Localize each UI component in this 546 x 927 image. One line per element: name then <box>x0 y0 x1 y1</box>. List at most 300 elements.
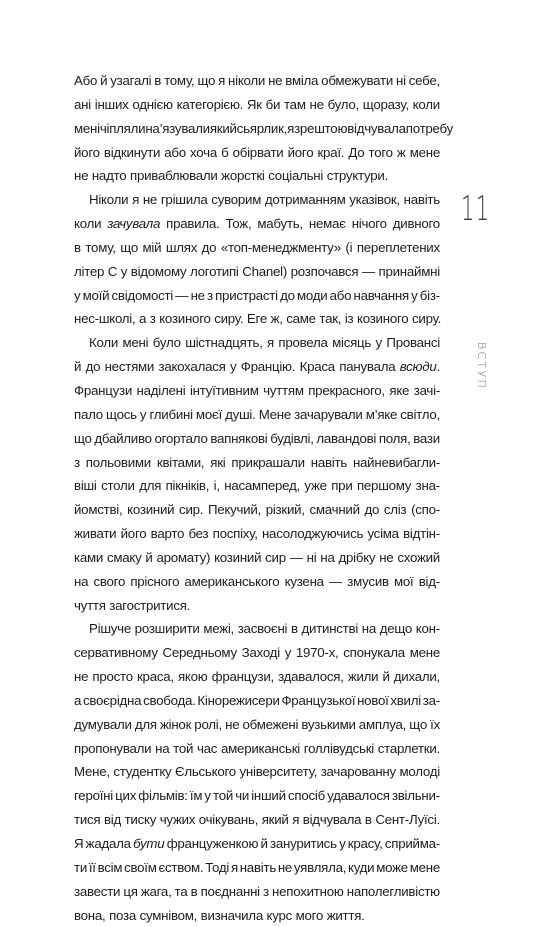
word: пристрасті <box>215 287 278 303</box>
word: жінок <box>159 716 192 732</box>
text-line <box>74 546 440 570</box>
word: Як <box>246 96 262 112</box>
word: спонукала <box>343 645 405 661</box>
word: який <box>261 812 289 828</box>
word: уже <box>304 478 327 494</box>
word: нічого <box>351 216 387 232</box>
word: не <box>142 192 158 208</box>
word: принаймні <box>378 263 440 279</box>
word: їх <box>430 716 440 732</box>
word: сиру. <box>412 311 442 327</box>
word: змусив <box>347 573 389 589</box>
word: які <box>210 454 226 470</box>
word: мене <box>409 144 440 160</box>
word: удавалося <box>327 788 390 804</box>
word: світло, <box>400 406 440 422</box>
word: своєрідна <box>82 692 142 708</box>
word: французи, <box>211 669 274 685</box>
word: за- <box>422 692 440 708</box>
word: зачувала <box>107 216 161 232</box>
word: соціальні <box>268 168 324 184</box>
word: ж <box>396 144 406 160</box>
word: до <box>280 287 295 303</box>
word: (і <box>345 239 353 255</box>
word: американського <box>184 573 280 589</box>
word: сир. <box>179 502 204 518</box>
word: якийсь <box>209 120 250 136</box>
word: того <box>368 144 393 160</box>
word: схожий <box>397 549 440 565</box>
text-line <box>74 355 440 379</box>
word: щось <box>106 406 137 422</box>
word: моєї <box>195 406 222 422</box>
word: здавалося, <box>278 669 344 685</box>
word: логотипі <box>190 263 239 279</box>
word: мене <box>409 645 440 661</box>
text-line <box>74 188 440 212</box>
word: що <box>197 73 216 88</box>
word: місяць <box>332 335 372 351</box>
word: або <box>329 287 352 303</box>
text-line <box>74 570 440 594</box>
word: козиний <box>214 549 262 565</box>
text-line <box>74 904 440 927</box>
word: Або <box>74 73 98 88</box>
word: ярлик, <box>249 120 288 136</box>
word: обірвати <box>232 144 284 160</box>
word: красу, <box>347 836 383 851</box>
word: в <box>74 239 81 255</box>
text-line <box>74 665 440 689</box>
word: й <box>145 549 153 565</box>
word: Ніколи <box>89 192 129 208</box>
word: уявляла, <box>293 859 347 875</box>
word: ти <box>74 859 88 875</box>
word: від <box>103 812 121 828</box>
text-line <box>74 784 440 808</box>
word: указівок, <box>349 192 400 208</box>
word: у <box>139 406 147 422</box>
word: нес-школі, <box>74 311 136 327</box>
word: його <box>120 526 147 542</box>
word: Еге <box>246 311 267 327</box>
word: — <box>329 573 343 589</box>
word: приваблювали <box>130 168 218 184</box>
text-line <box>74 760 440 784</box>
word: куди <box>348 859 375 875</box>
word: на <box>155 740 170 756</box>
word: його <box>74 144 100 160</box>
text-line <box>74 594 440 618</box>
word: його <box>287 144 314 160</box>
word: душі. <box>225 406 256 422</box>
word: пало <box>74 406 103 422</box>
word: різкий, <box>265 502 305 518</box>
word: непохитною <box>272 883 344 899</box>
word: думували <box>74 716 132 732</box>
word: яке <box>389 382 410 398</box>
text-line <box>74 284 440 308</box>
word: наділені <box>136 382 186 398</box>
word: мій <box>142 239 162 255</box>
word: до <box>85 359 101 375</box>
word: чуття <box>74 597 106 613</box>
text-line <box>74 212 440 236</box>
word: я <box>132 192 140 208</box>
word: С <box>107 263 118 279</box>
word: сліз <box>383 502 407 518</box>
word: не <box>190 287 205 303</box>
word: До <box>348 144 365 160</box>
word: на <box>74 573 89 589</box>
word: наполегливістю <box>346 883 440 899</box>
word: зачі- <box>413 382 440 398</box>
word: розпочався <box>290 263 359 279</box>
word: в <box>154 73 162 88</box>
word: у <box>339 836 346 851</box>
word: її <box>88 859 96 875</box>
word: амплуа, <box>358 716 407 732</box>
text-line <box>74 856 440 880</box>
text-line <box>74 260 440 284</box>
word: Мене <box>258 406 292 422</box>
word: зачарували <box>294 406 363 422</box>
word: немає <box>308 216 346 232</box>
word: козиний <box>127 502 175 518</box>
word: що <box>120 239 138 255</box>
word: дбайливо <box>94 430 152 446</box>
word: просто <box>92 669 133 685</box>
section-label <box>474 342 488 412</box>
word: може <box>376 859 408 875</box>
word: прісного <box>130 573 180 589</box>
text-line <box>74 641 440 665</box>
word: смаку <box>106 549 142 565</box>
word: тиску <box>124 812 157 828</box>
word: там <box>283 96 306 112</box>
word: козиного <box>356 311 409 327</box>
word: звільни- <box>391 788 440 804</box>
word: Мене, <box>74 764 110 780</box>
word: зна- <box>415 478 440 494</box>
word: засвоєні <box>237 621 288 637</box>
word: не <box>74 168 89 184</box>
word: що <box>74 430 92 446</box>
word: в <box>364 812 372 828</box>
word: закохалася <box>158 359 226 375</box>
word: Пекучий, <box>207 502 261 518</box>
word: польовими <box>85 454 151 470</box>
word: узагалі <box>110 73 152 88</box>
word: жорсткі <box>221 168 265 184</box>
word: структури. <box>326 168 389 184</box>
word: при <box>331 478 353 494</box>
word: вузькими <box>301 716 356 732</box>
word: Рішуче <box>89 621 131 637</box>
text-line <box>74 498 440 522</box>
word: варто <box>150 526 185 542</box>
text-line <box>74 331 440 355</box>
word: інших <box>94 96 129 112</box>
word: свідомості <box>111 287 174 303</box>
word: поля, <box>378 430 411 446</box>
word: до <box>201 239 217 255</box>
word: у <box>204 788 211 804</box>
word: єством. <box>158 859 204 875</box>
word: навчання <box>353 287 409 303</box>
word: поза <box>109 907 137 923</box>
word: загостритися. <box>109 597 191 613</box>
text-line <box>74 141 440 165</box>
word: Chanel) <box>242 263 288 279</box>
page-number: 11 <box>461 189 491 229</box>
body-text <box>74 69 454 927</box>
word: квітами, <box>156 454 205 470</box>
word: я <box>287 120 295 136</box>
word: надто <box>91 168 127 184</box>
word: старлетки. <box>377 740 440 756</box>
word: у <box>120 263 128 279</box>
word: правила. <box>166 216 220 232</box>
word: Я <box>74 836 84 851</box>
word: тися <box>74 812 101 828</box>
word: до <box>364 502 380 518</box>
word: визначила <box>200 907 263 923</box>
word: всюди. <box>399 359 440 375</box>
word: сир <box>265 549 286 565</box>
word: столи <box>101 478 135 494</box>
word: університету, <box>239 764 318 780</box>
word: смачний <box>309 502 360 518</box>
word: нестями <box>104 359 155 375</box>
word: той <box>213 788 234 804</box>
text-line <box>74 522 440 546</box>
word: поспіху, <box>212 526 258 542</box>
word: — <box>361 263 375 279</box>
word: козиного <box>159 311 211 327</box>
word: пропонували <box>74 740 152 756</box>
text-line <box>74 808 440 832</box>
word: дитинстві <box>301 621 359 637</box>
text-line <box>74 474 440 498</box>
word: Францію. <box>240 359 296 375</box>
word: будівлі, <box>270 430 314 446</box>
word: дихали, <box>393 669 440 685</box>
word: чіпляли <box>99 120 146 136</box>
word: Французи <box>74 382 133 398</box>
word: коли <box>412 96 440 112</box>
word: ж, <box>270 311 283 327</box>
word: на’язували <box>145 120 210 136</box>
text-line <box>74 93 440 117</box>
text-line <box>74 689 440 713</box>
word: поєднанні <box>200 883 260 899</box>
word: жадала <box>85 836 131 851</box>
word: інший <box>251 788 286 804</box>
word: відтін- <box>403 526 440 542</box>
word: вази <box>413 430 440 446</box>
word: кон- <box>415 621 440 637</box>
word: ця <box>123 883 138 899</box>
word: 1970-х, <box>295 645 339 661</box>
word: відчувала <box>347 120 406 136</box>
word: курс <box>266 907 293 923</box>
word: у <box>375 335 382 351</box>
word: провела <box>278 335 328 351</box>
word: віші <box>74 478 97 494</box>
word: відкинути <box>103 144 161 160</box>
word: Краса <box>299 359 335 375</box>
word: жили <box>347 669 379 685</box>
word: інтуїтивним <box>189 382 259 398</box>
word: очікувань, <box>198 812 259 828</box>
text-line <box>74 164 440 188</box>
text-line <box>74 427 440 451</box>
word: зрештою <box>294 120 348 136</box>
word: межі, <box>203 621 234 637</box>
word: я <box>267 335 274 351</box>
word: ніколи <box>228 73 266 88</box>
word: щоразу, <box>362 96 409 112</box>
word: я <box>230 859 238 875</box>
word: не <box>74 669 89 685</box>
word: Кінорежисери <box>197 692 280 708</box>
word: категорією. <box>176 96 244 112</box>
word: а <box>139 311 147 327</box>
word: Коли <box>89 335 119 351</box>
word: з <box>207 287 213 303</box>
word: глибині <box>149 406 193 422</box>
section-label-text: ВСТУП <box>475 342 488 391</box>
word: вона, <box>74 907 106 923</box>
word: не <box>379 549 394 565</box>
word: Середньому <box>162 645 237 661</box>
word: тому, <box>164 73 195 88</box>
text-line <box>74 880 440 904</box>
word: життя. <box>326 907 365 923</box>
word: хоча <box>190 144 217 160</box>
text-line <box>74 307 440 331</box>
word: свого <box>93 573 126 589</box>
word: би <box>265 96 281 112</box>
word: Провансі <box>386 335 440 351</box>
word: завести <box>74 883 121 899</box>
word: аромату) <box>156 549 211 565</box>
word: так, <box>319 311 342 327</box>
word: в <box>190 883 198 899</box>
word: ні <box>306 549 317 565</box>
word: навіть <box>310 454 348 470</box>
word: не <box>225 716 240 732</box>
word: на <box>320 549 335 565</box>
word: ролі, <box>194 716 222 732</box>
word: нової <box>357 692 389 708</box>
word: чужих <box>159 812 196 828</box>
word: Тож, <box>225 216 252 232</box>
word: час <box>196 740 218 756</box>
word: однією <box>132 96 173 112</box>
word: моди <box>296 287 328 303</box>
word: грішила <box>160 192 208 208</box>
word: бути <box>133 836 165 851</box>
word: і, <box>213 478 220 494</box>
word: шлях <box>165 239 198 255</box>
word: «топ-менеджменту» <box>220 239 341 255</box>
word: я <box>218 73 226 88</box>
word: дивного <box>392 216 440 232</box>
word: саме <box>286 311 316 327</box>
word: цих <box>115 788 137 804</box>
word: прекрасного, <box>308 382 385 398</box>
word: всім <box>97 859 123 875</box>
word: а <box>74 692 82 708</box>
word: або <box>164 144 186 160</box>
word: Єльського <box>175 764 236 780</box>
word: у <box>411 287 418 303</box>
word: вміла <box>285 73 319 88</box>
word: було, <box>327 96 359 112</box>
word: й <box>260 836 268 851</box>
word: найневибагли- <box>352 454 440 470</box>
word: усіма <box>367 526 399 542</box>
word: — <box>289 549 303 565</box>
word: розширити <box>134 621 200 637</box>
word: краї. <box>317 144 345 160</box>
word: тому, <box>85 239 116 255</box>
word: краса, <box>136 669 174 685</box>
word: їм <box>189 788 203 804</box>
word: молоді <box>399 764 440 780</box>
word: мої <box>394 573 414 589</box>
word: мого <box>295 907 324 923</box>
word: фільмів: <box>138 788 188 804</box>
word: лавандові <box>316 430 377 446</box>
word: огортало <box>154 430 208 446</box>
word: у <box>74 287 81 303</box>
word: дещо <box>379 621 413 637</box>
text-line <box>74 737 440 761</box>
word: навіть <box>403 192 440 208</box>
word: не <box>277 859 293 875</box>
word: зануритись <box>270 836 337 851</box>
word: й <box>74 359 82 375</box>
word: для <box>134 716 157 732</box>
word: жага, <box>140 883 172 899</box>
text-line <box>74 832 440 856</box>
word: на <box>361 621 376 637</box>
word: француженкою <box>166 836 259 851</box>
word: себе, <box>408 73 440 88</box>
word: сервативному <box>74 645 158 661</box>
word: з <box>74 454 80 470</box>
word: м’яке <box>365 406 398 422</box>
word: моїй <box>82 287 110 303</box>
word: потребу <box>405 120 454 136</box>
word: Сент-Луїсі. <box>375 812 440 828</box>
word: обмежені <box>242 716 299 732</box>
word: прикрашали <box>231 454 305 470</box>
word: героїні <box>74 788 113 804</box>
word: та <box>174 883 188 899</box>
word: шістнадцять, <box>185 335 263 351</box>
word: й <box>100 73 108 88</box>
text-line <box>74 379 440 403</box>
text-line <box>74 713 440 737</box>
word: пікніків, <box>165 478 210 494</box>
word: суворим <box>211 192 262 208</box>
word: не <box>268 73 283 88</box>
word: кузена <box>284 573 324 589</box>
